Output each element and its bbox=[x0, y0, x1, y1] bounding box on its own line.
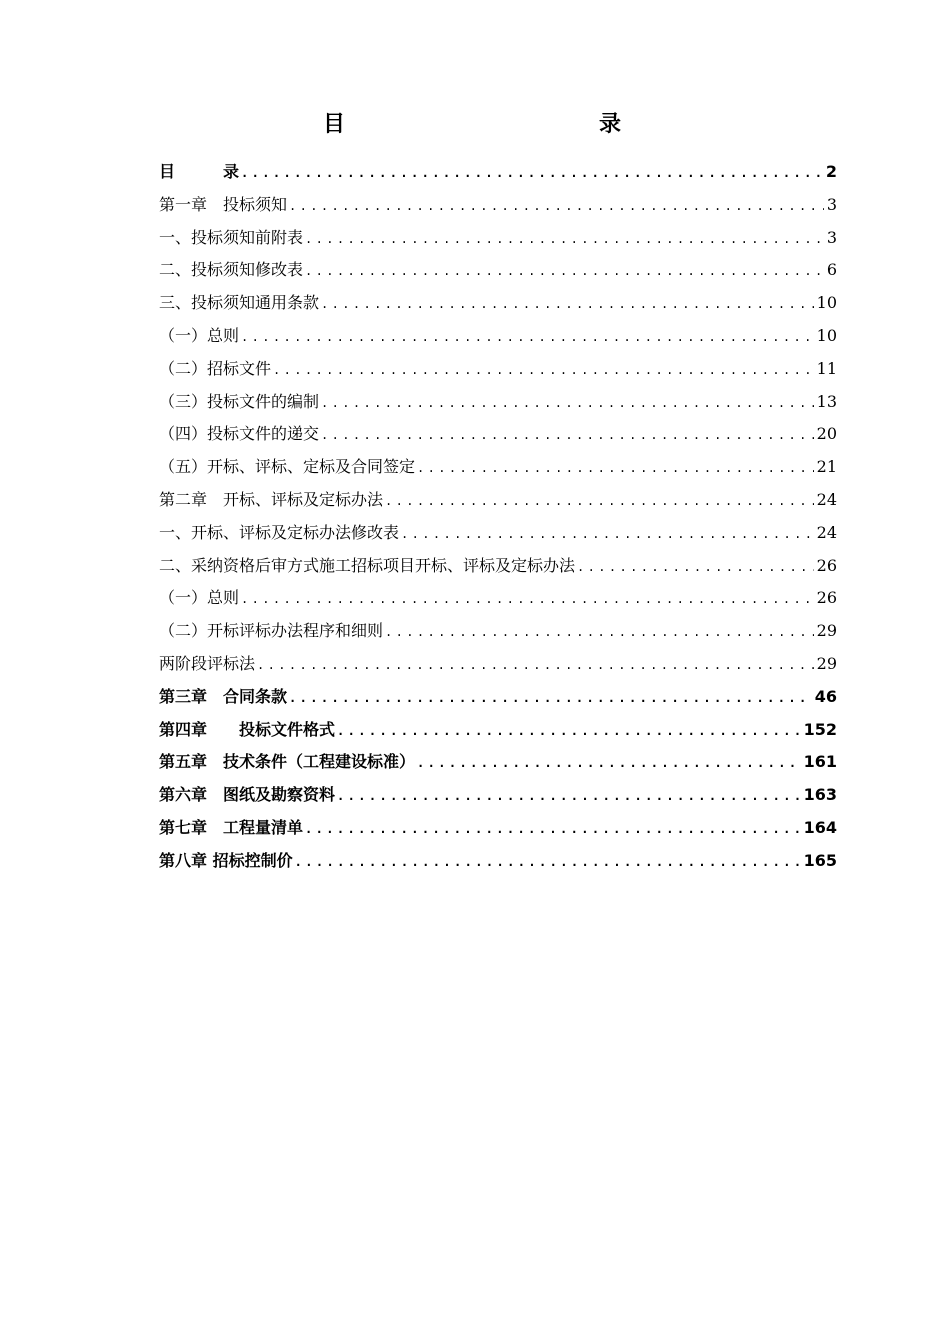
toc-dot-leader bbox=[289, 190, 824, 223]
toc-entry-title: 第二章 开标、评标及定标办法 bbox=[159, 489, 384, 509]
toc-entry[interactable] bbox=[159, 779, 837, 812]
toc-entry[interactable] bbox=[159, 484, 837, 517]
toc-dot-leader bbox=[295, 846, 801, 879]
toc-entry[interactable] bbox=[159, 287, 837, 320]
toc-entry[interactable] bbox=[159, 222, 837, 255]
toc-entry-page: 10 bbox=[816, 293, 837, 313]
toc-dot-leader bbox=[337, 715, 801, 748]
toc-entry[interactable] bbox=[159, 582, 837, 615]
toc-dot-leader bbox=[305, 813, 801, 846]
toc-entry-page: 152 bbox=[803, 719, 837, 739]
toc-entry[interactable] bbox=[159, 353, 837, 386]
toc-entry-page: 164 bbox=[803, 817, 837, 837]
toc-dot-leader bbox=[289, 682, 812, 715]
toc-entry-page: 26 bbox=[816, 555, 837, 575]
toc-dot-leader bbox=[305, 223, 824, 256]
toc-entry[interactable] bbox=[159, 320, 837, 353]
toc-entry-page: 161 bbox=[803, 752, 837, 772]
toc-entry-page: 46 bbox=[814, 686, 837, 706]
toc-dot-leader bbox=[417, 747, 801, 780]
toc-dot-leader bbox=[321, 387, 814, 420]
toc-dot-leader bbox=[577, 551, 814, 584]
toc-entry[interactable] bbox=[159, 517, 837, 550]
toc-entry[interactable] bbox=[159, 648, 837, 681]
toc-entry-title: 一、投标须知前附表 bbox=[159, 227, 304, 247]
toc-entry[interactable] bbox=[159, 615, 837, 648]
toc-entry-title: （四）投标文件的递交 bbox=[159, 424, 320, 444]
toc-entry-title: 第一章 投标须知 bbox=[159, 194, 288, 214]
toc-entry[interactable] bbox=[159, 812, 837, 845]
toc-entry-title: 第六章 图纸及勘察资料 bbox=[159, 785, 336, 805]
toc-dot-leader bbox=[321, 419, 814, 452]
toc-dot-leader bbox=[241, 321, 814, 354]
toc-entry[interactable] bbox=[159, 681, 837, 714]
toc-entry-page: 3 bbox=[826, 194, 837, 214]
toc-entry-title: 第五章 技术条件（工程建设标准） bbox=[159, 752, 416, 772]
toc-entry-title: （二）开标评标办法程序和细则 bbox=[159, 621, 384, 641]
toc-dot-leader bbox=[241, 157, 823, 190]
toc-entry-title: （一）总则 bbox=[159, 588, 240, 608]
toc-entry-title: 目 录 bbox=[159, 162, 240, 181]
toc-entry[interactable] bbox=[159, 418, 837, 451]
toc-dot-leader bbox=[385, 616, 814, 649]
toc-entry-title: 一、开标、评标及定标办法修改表 bbox=[159, 522, 400, 542]
toc-entry-page: 11 bbox=[816, 358, 837, 378]
toc-dot-leader bbox=[321, 288, 814, 321]
toc-entry[interactable] bbox=[159, 451, 837, 484]
toc-entry-page: 165 bbox=[803, 850, 837, 870]
toc-entry-title: （三）投标文件的编制 bbox=[159, 391, 320, 411]
toc-entry-page: 13 bbox=[816, 391, 837, 411]
toc-entry-page: 29 bbox=[816, 653, 837, 673]
toc-entry-title: 第七章 工程量清单 bbox=[159, 817, 304, 837]
toc-entry-title: 两阶段评标法 bbox=[159, 653, 256, 673]
toc-dot-leader bbox=[305, 255, 824, 288]
toc-dot-leader bbox=[241, 583, 814, 616]
toc-dot-leader bbox=[273, 354, 814, 387]
toc-entry[interactable] bbox=[159, 254, 837, 287]
toc-entry-page: 10 bbox=[816, 325, 837, 345]
toc-dot-leader bbox=[417, 452, 814, 485]
toc-entry[interactable] bbox=[159, 156, 837, 189]
toc-entry[interactable] bbox=[159, 386, 837, 419]
page-title: 目 录 bbox=[322, 112, 691, 137]
toc-entry-page: 29 bbox=[816, 621, 837, 641]
toc-entry[interactable] bbox=[159, 189, 837, 222]
toc-entry-page: 26 bbox=[816, 588, 837, 608]
toc-entry-title: （五）开标、评标、定标及合同签定 bbox=[159, 457, 416, 477]
toc-entry-page: 6 bbox=[826, 260, 837, 280]
toc-entry-title: （二）招标文件 bbox=[159, 358, 272, 378]
toc-entry-title: 二、投标须知修改表 bbox=[159, 260, 304, 280]
toc-entry[interactable] bbox=[159, 550, 837, 583]
toc-entry-page: 20 bbox=[816, 424, 837, 444]
toc-entry-page: 2 bbox=[825, 162, 837, 181]
toc-entry-page: 24 bbox=[816, 522, 837, 542]
toc-entry-title: 第三章 合同条款 bbox=[159, 686, 288, 706]
toc-entry-title: 二、采纳资格后审方式施工招标项目开标、评标及定标办法 bbox=[159, 555, 576, 575]
toc-dot-leader bbox=[401, 518, 814, 551]
table-of-contents bbox=[159, 156, 837, 878]
toc-entry-title: （一）总则 bbox=[159, 325, 240, 345]
toc-entry-page: 163 bbox=[803, 785, 837, 805]
toc-entry[interactable] bbox=[159, 714, 837, 747]
toc-dot-leader bbox=[337, 780, 801, 813]
toc-dot-leader bbox=[385, 485, 814, 518]
toc-entry-title: 三、投标须知通用条款 bbox=[159, 293, 320, 313]
toc-entry-title: 第四章 投标文件格式 bbox=[159, 719, 336, 739]
toc-entry[interactable] bbox=[159, 746, 837, 779]
toc-entry-page: 24 bbox=[816, 489, 837, 509]
toc-entry-title: 第八章 招标控制价 bbox=[159, 850, 293, 870]
toc-entry[interactable] bbox=[159, 845, 837, 878]
toc-dot-leader bbox=[257, 649, 814, 682]
toc-entry-page: 3 bbox=[826, 227, 837, 247]
toc-entry-page: 21 bbox=[816, 457, 837, 477]
